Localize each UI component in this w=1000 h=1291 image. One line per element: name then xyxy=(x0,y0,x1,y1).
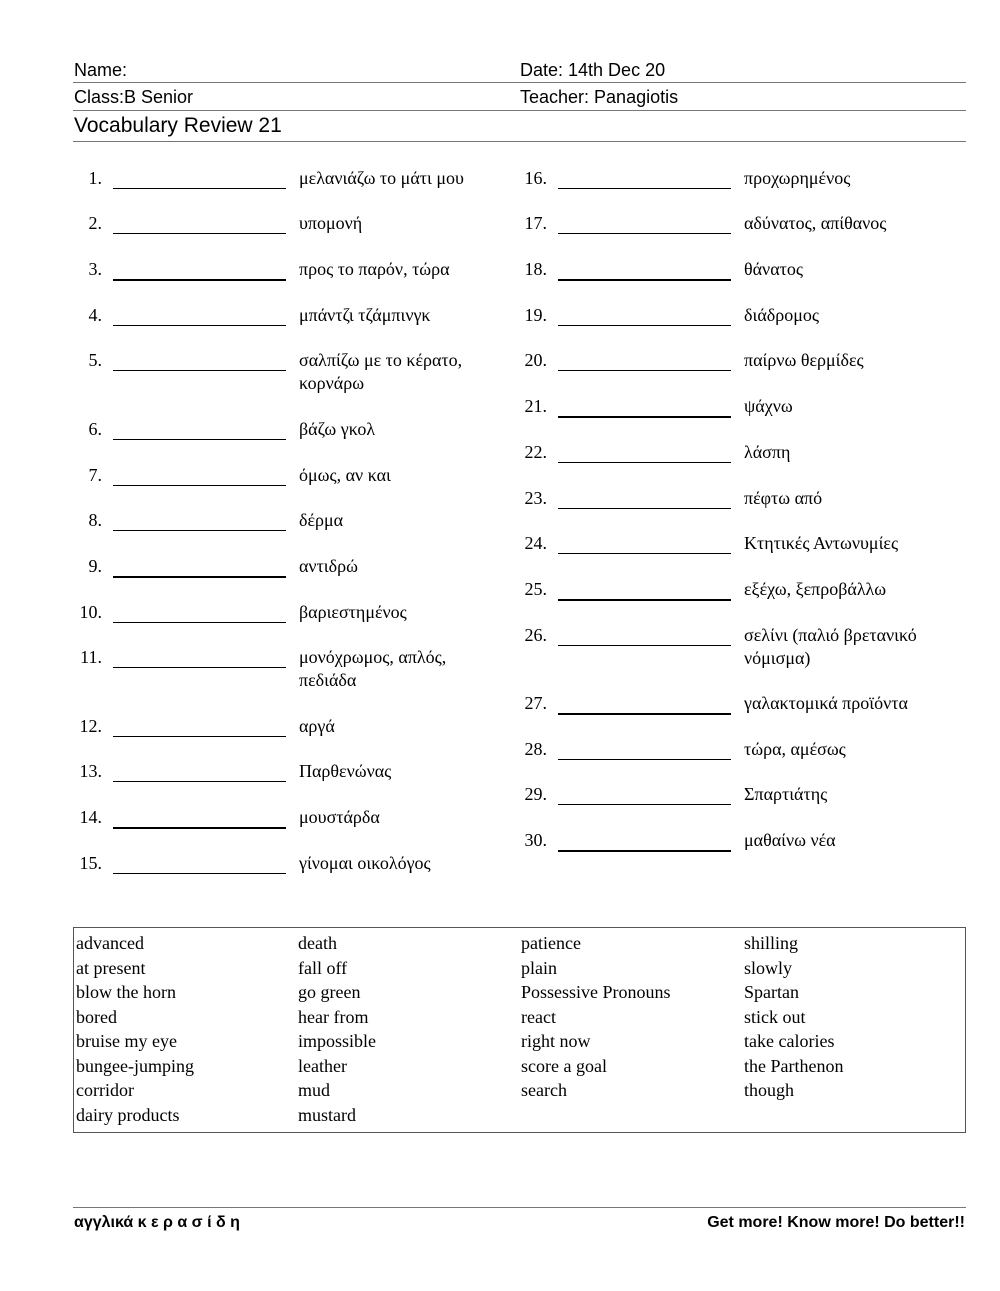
item-number: 20. xyxy=(524,350,547,370)
header-rule-1 xyxy=(73,82,966,83)
answer-blank[interactable] xyxy=(113,325,286,326)
answer-blank[interactable] xyxy=(113,370,286,371)
greek-definition: μουστάρδα xyxy=(299,807,380,827)
word-bank-entry: mustard xyxy=(298,1104,356,1125)
item-number: 30. xyxy=(524,830,547,850)
item-number: 9. xyxy=(88,556,102,576)
item-number: 17. xyxy=(524,213,547,233)
item-number: 18. xyxy=(524,259,547,279)
greek-definition: Κτητικές Αντωνυμίες xyxy=(744,533,899,553)
word-bank-entry: Spartan xyxy=(744,982,799,1002)
item-number: 24. xyxy=(524,533,547,553)
answer-blank[interactable] xyxy=(113,873,286,874)
word-bank-entry: plain xyxy=(521,957,557,978)
word-bank-column-4 xyxy=(744,931,843,1103)
item-number: 26. xyxy=(524,625,547,645)
item-number: 22. xyxy=(524,442,547,462)
greek-definition: αδύνατος, απίθανος xyxy=(744,213,887,233)
greek-definition: πέφτω από xyxy=(744,488,823,508)
header-rule-3 xyxy=(73,141,966,142)
answer-blank[interactable] xyxy=(113,576,286,578)
item-number: 23. xyxy=(524,488,547,508)
item-number: 28. xyxy=(524,739,547,759)
word-bank-entry: slowly xyxy=(744,957,793,978)
greek-definition: δέρμα xyxy=(299,510,344,530)
answer-blank[interactable] xyxy=(113,279,286,281)
greek-definition: μαθαίνω νέα xyxy=(744,830,836,850)
footer-brand: αγγλικά κ ε ρ α σ ί δ η xyxy=(74,1214,240,1231)
greek-definition: μελανιάζω το μάτι μου xyxy=(299,168,464,188)
answer-blank[interactable] xyxy=(113,439,286,440)
item-number: 25. xyxy=(524,579,547,599)
word-bank-entry: corridor xyxy=(76,1080,134,1100)
word-bank-column-3 xyxy=(521,931,671,1103)
header-rule-2 xyxy=(73,110,966,111)
greek-definition: σελίνι (παλιό βρετανικό νόμισμα) xyxy=(744,625,917,668)
word-bank-entry: bungee-jumping xyxy=(76,1055,194,1076)
answer-blank[interactable] xyxy=(558,508,731,509)
footer-rule xyxy=(73,1207,966,1208)
answer-blank[interactable] xyxy=(113,781,286,782)
item-number: 16. xyxy=(524,168,547,188)
item-number: 5. xyxy=(88,350,102,370)
answer-blank[interactable] xyxy=(558,416,731,418)
greek-definition: γίνομαι οικολόγος xyxy=(299,853,431,873)
answer-blank[interactable] xyxy=(558,325,731,326)
word-bank-entry: hear from xyxy=(298,1006,369,1027)
word-bank-entry: mud xyxy=(298,1080,331,1100)
answer-blank[interactable] xyxy=(113,530,286,531)
word-bank-entry: the Parthenon xyxy=(744,1055,844,1076)
answer-blank[interactable] xyxy=(113,827,286,829)
greek-definition: τώρα, αμέσως xyxy=(744,739,846,759)
word-bank-entry: advanced xyxy=(76,933,144,953)
item-number: 27. xyxy=(524,693,547,713)
answer-blank[interactable] xyxy=(558,599,731,601)
item-number: 4. xyxy=(88,305,102,325)
word-bank-entry: score a goal xyxy=(521,1055,607,1076)
item-number: 10. xyxy=(79,602,102,622)
word-bank-entry: dairy products xyxy=(76,1104,180,1125)
item-number: 21. xyxy=(524,396,547,416)
greek-definition: βαριεστημένος xyxy=(299,602,407,622)
item-number: 7. xyxy=(88,465,102,485)
date-label: Date: 14th Dec 20 xyxy=(520,60,666,80)
word-bank-entry: shilling xyxy=(744,933,799,953)
answer-blank[interactable] xyxy=(558,279,731,281)
answer-blank[interactable] xyxy=(558,233,731,234)
answer-blank[interactable] xyxy=(558,188,731,189)
worksheet-title: Vocabulary Review 21 xyxy=(74,114,282,137)
word-bank-entry: fall off xyxy=(298,957,348,978)
answer-blank[interactable] xyxy=(113,667,286,668)
greek-definition: εξέχω, ξεπροβάλλω xyxy=(744,579,887,599)
item-number: 29. xyxy=(524,784,547,804)
word-bank-entry: bored xyxy=(76,1006,117,1027)
item-number: 13. xyxy=(79,761,102,781)
greek-definition: Παρθενώνας xyxy=(299,761,392,781)
answer-blank[interactable] xyxy=(113,485,286,486)
word-bank-entry: impossible xyxy=(298,1031,377,1051)
word-bank-entry: patience xyxy=(521,933,581,953)
item-number: 1. xyxy=(88,168,102,188)
word-bank-entry: blow the horn xyxy=(76,982,176,1002)
word-bank xyxy=(73,927,966,1133)
word-bank-entry: death xyxy=(298,933,337,953)
answer-blank[interactable] xyxy=(558,759,731,760)
answer-blank[interactable] xyxy=(558,370,731,371)
word-bank-entry: go green xyxy=(298,982,361,1002)
answer-blank[interactable] xyxy=(558,713,731,715)
greek-definition: θάνατος xyxy=(744,259,803,279)
greek-definition: αργά xyxy=(299,716,335,736)
greek-definition: μπάντζι τζάμπινγκ xyxy=(299,305,431,325)
item-number: 12. xyxy=(79,716,102,736)
answer-blank[interactable] xyxy=(113,736,286,737)
greek-definition: αντιδρώ xyxy=(299,556,358,576)
name-label: Name: xyxy=(74,60,128,80)
word-bank-entry: react xyxy=(521,1006,556,1027)
word-bank-entry: Possessive Pronouns xyxy=(521,982,671,1002)
greek-definition: προς το παρόν, τώρα xyxy=(299,259,450,279)
answer-blank[interactable] xyxy=(113,188,286,189)
word-bank-column-1 xyxy=(76,931,194,1127)
greek-definition: ψάχνω xyxy=(744,396,793,416)
answer-blank[interactable] xyxy=(558,462,731,463)
greek-definition: προχωρημένος xyxy=(744,168,851,188)
word-bank-entry: bruise my eye xyxy=(76,1031,177,1051)
greek-definition: βάζω γκολ xyxy=(299,419,376,439)
greek-definition: γαλακτομικά προϊόντα xyxy=(744,693,908,713)
greek-definition: όμως, αν και xyxy=(299,465,391,485)
answer-blank[interactable] xyxy=(558,645,731,646)
greek-definition: Σπαρτιάτης xyxy=(744,784,828,804)
answer-blank[interactable] xyxy=(113,622,286,623)
word-bank-entry: take calories xyxy=(744,1031,835,1051)
item-number: 8. xyxy=(88,510,102,530)
word-bank-entry: leather xyxy=(298,1055,347,1076)
footer-slogan: Get more! Know more! Do better!! xyxy=(707,1214,965,1231)
item-number: 11. xyxy=(80,647,102,667)
greek-definition: παίρνω θερμίδες xyxy=(744,350,864,370)
greek-definition: διάδρομος xyxy=(744,305,819,325)
item-number: 19. xyxy=(524,305,547,325)
greek-definition: λάσπη xyxy=(744,442,791,462)
greek-definition: σαλπίζω με το κέρατο, κορνάρω xyxy=(299,350,463,393)
word-bank-entry: right now xyxy=(521,1031,591,1051)
greek-definition: υπομονή xyxy=(299,213,363,233)
item-number: 14. xyxy=(79,807,102,827)
answer-blank[interactable] xyxy=(558,850,731,852)
word-bank-column-2 xyxy=(298,931,376,1127)
class-label: Class:B Senior xyxy=(74,87,194,107)
item-number: 3. xyxy=(88,259,102,279)
word-bank-entry: search xyxy=(521,1080,567,1100)
word-bank-entry: though xyxy=(744,1080,795,1100)
answer-blank[interactable] xyxy=(558,553,731,554)
item-number: 6. xyxy=(88,419,102,439)
teacher-label: Teacher: Panagiotis xyxy=(520,87,679,107)
answer-blank[interactable] xyxy=(113,233,286,234)
item-number: 2. xyxy=(88,213,102,233)
item-number: 15. xyxy=(79,853,102,873)
answer-blank[interactable] xyxy=(558,804,731,805)
greek-definition: μονόχρωμος, απλός, πεδιάδα xyxy=(299,647,447,690)
word-bank-entry: at present xyxy=(76,957,146,978)
word-bank-entry: stick out xyxy=(744,1006,806,1027)
